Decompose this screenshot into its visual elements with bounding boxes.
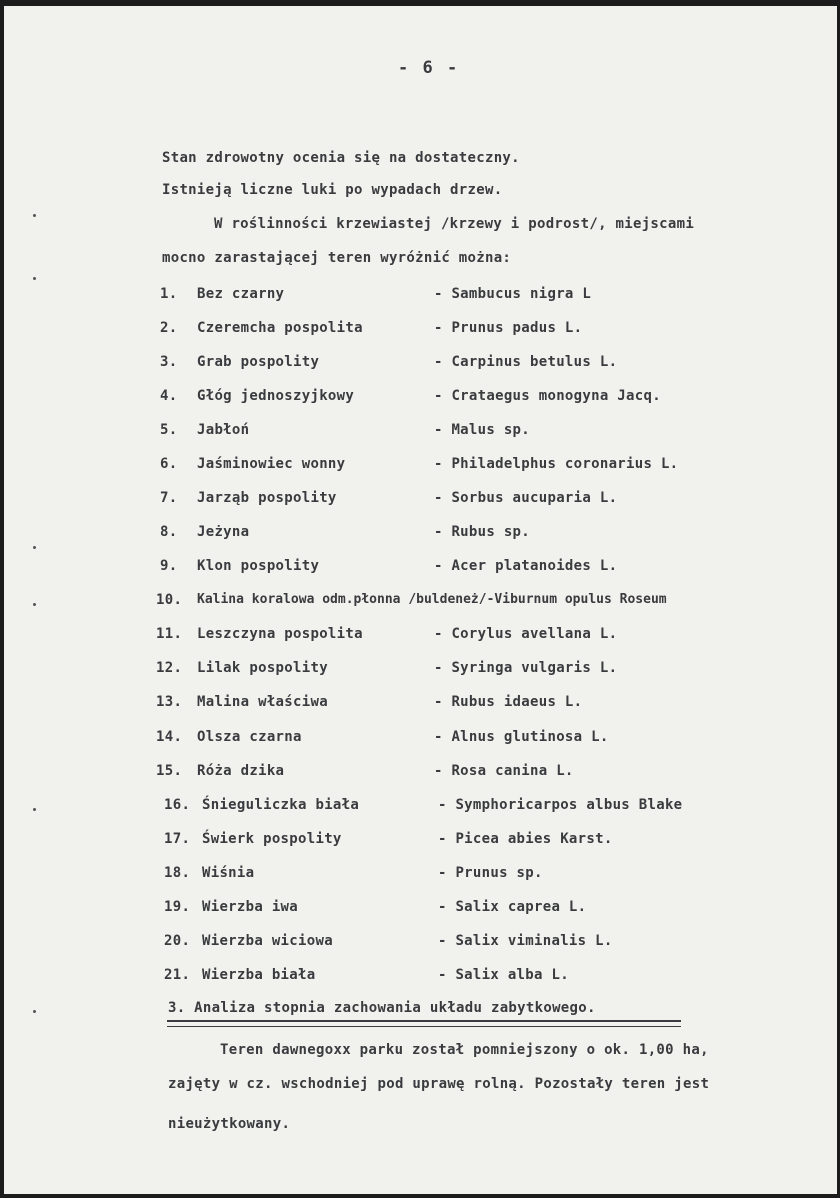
scan-frame-top xyxy=(0,0,840,6)
species-polish-name: Jeżyna xyxy=(197,524,250,540)
species-polish-name: Śnieguliczka biała xyxy=(202,797,360,813)
intro-line: Istnieją liczne luki po wypadach drzew. xyxy=(162,182,503,198)
intro-line: mocno zarastającej teren wyróżnić można: xyxy=(162,250,512,266)
species-latin-name: - Carpinus betulus L. xyxy=(434,354,618,370)
species-latin-name: - Syringa vulgaris L. xyxy=(434,660,618,676)
species-number: 7. xyxy=(160,490,178,506)
species-latin-name: - Corylus avellana L. xyxy=(434,626,618,642)
species-latin-name: - Salix alba L. xyxy=(438,967,569,983)
species-latin-name: - Picea abies Karst. xyxy=(438,831,613,847)
species-latin-name: - Sorbus aucuparia L. xyxy=(434,490,618,506)
species-number: 3. xyxy=(160,354,178,370)
species-polish-name: Klon pospolity xyxy=(197,558,320,574)
species-number: 15. xyxy=(156,763,183,779)
species-latin-name: - Acer platanoides L. xyxy=(434,558,618,574)
intro-line: Stan zdrowotny ocenia się na dostateczny. xyxy=(162,150,520,166)
intro-line: W roślinności krzewiastej /krzewy i podrost/, miejscami xyxy=(214,216,695,232)
species-latin-name: - Crataegus monogyna Jacq. xyxy=(434,388,661,404)
margin-mark xyxy=(33,214,36,217)
species-polish-name: Wierzba biała xyxy=(202,967,316,983)
species-number: 2. xyxy=(160,320,178,336)
species-polish-name: Jarząb pospolity xyxy=(197,490,337,506)
species-polish-name: Świerk pospolity xyxy=(202,831,342,847)
species-number: 4. xyxy=(160,388,178,404)
closing-line: zajęty w cz. wschodniej pod uprawę rolną. Pozostały teren jest xyxy=(168,1076,710,1092)
species-number: 13. xyxy=(156,694,183,710)
margin-mark xyxy=(33,1010,36,1013)
species-number: 10. xyxy=(156,592,183,608)
species-latin-name: - Prunus padus L. xyxy=(434,320,583,336)
species-polish-name: Wiśnia xyxy=(202,865,255,881)
species-number: 1. xyxy=(160,286,178,302)
species-number: 8. xyxy=(160,524,178,540)
species-polish-name: Kalina koralowa odm.płonna /buldeneż/-Viburnum opulus Roseum xyxy=(197,592,667,607)
species-number: 11. xyxy=(156,626,183,642)
species-polish-name: Jabłoń xyxy=(197,422,250,438)
margin-mark xyxy=(33,277,36,280)
species-latin-name: - Malus sp. xyxy=(434,422,531,438)
species-latin-name: - Rubus sp. xyxy=(434,524,531,540)
species-number: 18. xyxy=(164,865,191,881)
margin-mark xyxy=(33,546,36,549)
species-latin-name: - Rubus idaeus L. xyxy=(434,694,583,710)
species-latin-name: - Rosa canina L. xyxy=(434,763,574,779)
species-latin-name: - Prunus sp. xyxy=(438,865,543,881)
species-polish-name: Malina właściwa xyxy=(197,694,328,710)
species-latin-name: - Salix viminalis L. xyxy=(438,933,613,949)
species-polish-name: Głóg jednoszyjkowy xyxy=(197,388,355,404)
species-number: 9. xyxy=(160,558,178,574)
scan-frame-bottom xyxy=(0,1194,840,1198)
species-polish-name: Lilak pospolity xyxy=(197,660,328,676)
species-latin-name: - Sambucus nigra L xyxy=(434,286,592,302)
species-polish-name: Bez czarny xyxy=(197,286,285,302)
species-latin-name: - Salix caprea L. xyxy=(438,899,587,915)
species-latin-name: - Alnus glutinosa L. xyxy=(434,729,609,745)
species-polish-name: Róża dzika xyxy=(197,763,285,779)
margin-mark xyxy=(33,603,36,606)
section-heading: 3. Analiza stopnia zachowania układu zabytkowego. xyxy=(168,1000,596,1016)
species-latin-name: - Symphoricarpos albus Blake xyxy=(438,797,683,813)
page-number: - 6 - xyxy=(398,58,460,78)
closing-line: Teren dawnegoxx parku został pomniejszony o ok. 1,00 ha, xyxy=(220,1042,709,1058)
scan-frame-left xyxy=(0,0,4,1198)
heading-underline xyxy=(167,1020,681,1027)
species-number: 6. xyxy=(160,456,178,472)
species-polish-name: Czeremcha pospolita xyxy=(197,320,363,336)
species-polish-name: Wierzba iwa xyxy=(202,899,299,915)
species-polish-name: Olsza czarna xyxy=(197,729,302,745)
species-number: 19. xyxy=(164,899,191,915)
species-latin-name: - Philadelphus coronarius L. xyxy=(434,456,679,472)
species-number: 21. xyxy=(164,967,191,983)
species-polish-name: Leszczyna pospolita xyxy=(197,626,363,642)
species-number: 16. xyxy=(164,797,191,813)
margin-mark xyxy=(33,808,36,811)
species-number: 5. xyxy=(160,422,178,438)
species-number: 14. xyxy=(156,729,183,745)
species-polish-name: Grab pospolity xyxy=(197,354,320,370)
species-number: 12. xyxy=(156,660,183,676)
closing-line: nieużytkowany. xyxy=(168,1116,291,1132)
species-number: 20. xyxy=(164,933,191,949)
species-polish-name: Jaśminowiec wonny xyxy=(197,456,346,472)
species-number: 17. xyxy=(164,831,191,847)
species-polish-name: Wierzba wiciowa xyxy=(202,933,333,949)
